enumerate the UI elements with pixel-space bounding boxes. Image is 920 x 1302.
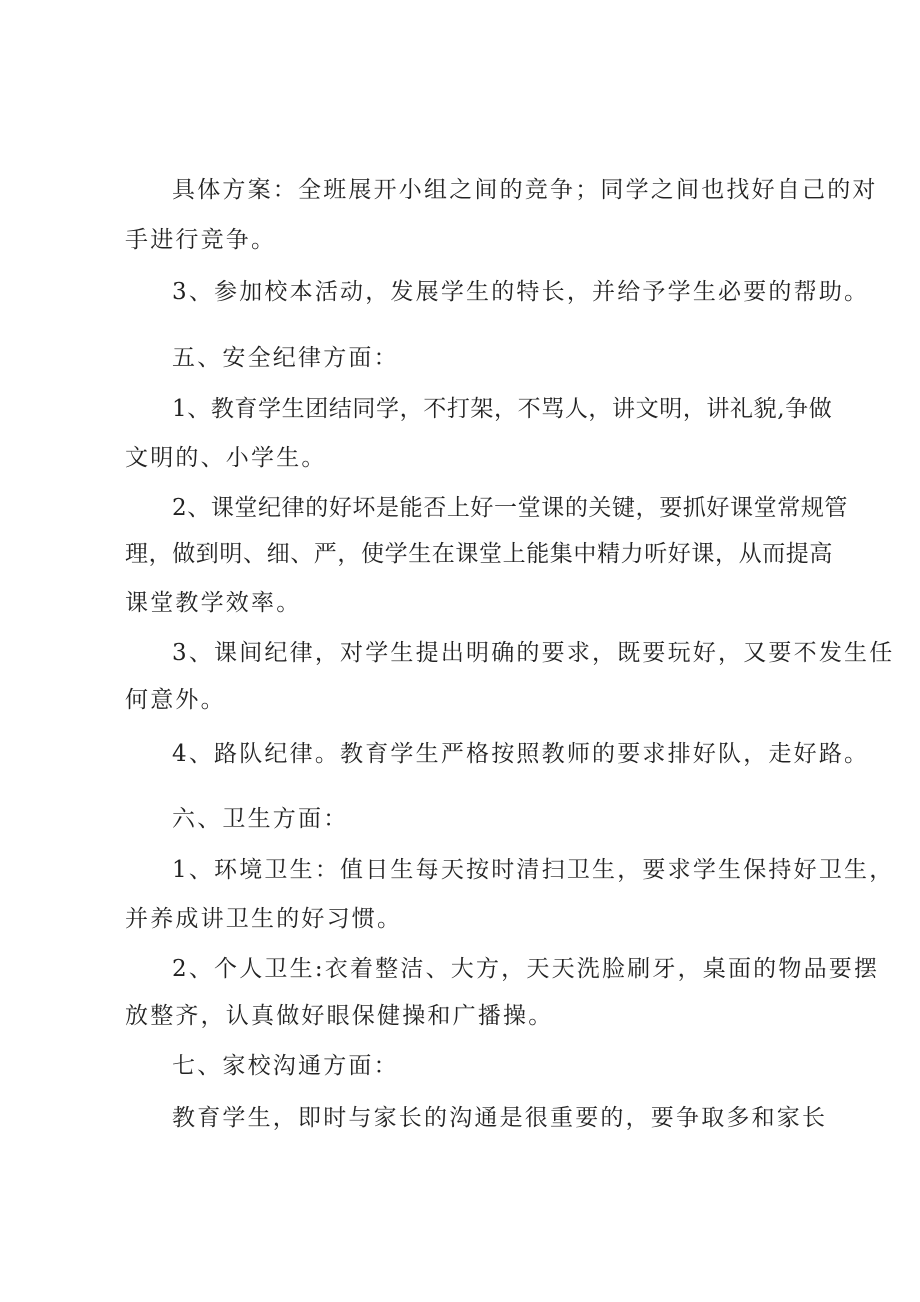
paragraph-line: 放整齐，认真做好眼保健操和广播操。 — [125, 1003, 554, 1029]
list-item-line: 3、课间纪律，对学生提出明确的要求，既要玩好，又要不发生任 — [172, 640, 895, 666]
paragraph-line: 并养成讲卫生的好习惯。 — [125, 906, 403, 932]
section-heading: 六、卫生方面： — [172, 806, 349, 832]
paragraph-line: 课堂教学效率。 — [125, 590, 302, 616]
paragraph-line: 手进行竞争。 — [125, 227, 277, 253]
paragraph-line: 文明的、小学生。 — [125, 445, 327, 471]
section-heading: 五、安全纪律方面： — [172, 345, 399, 371]
list-item-line: 2、个人卫生:衣着整洁、大方，天天洗脸刷牙，桌面的物品要摆 — [172, 956, 880, 982]
section-heading: 七、家校沟通方面： — [172, 1053, 399, 1079]
list-item-line: 1、环境卫生：值日生每天按时清扫卫生，要求学生保持好卫生， — [172, 857, 895, 883]
paragraph-line: 理，做到明、细、严，使学生在课堂上能集中精力听好课，从而提高 — [125, 541, 833, 567]
list-item-line: 3、参加校本活动，发展学生的特长，并给予学生必要的帮助。 — [172, 279, 870, 305]
paragraph-line: 何意外。 — [125, 687, 226, 713]
paragraph-line: 具体方案：全班展开小组之间的竞争；同学之间也找好自己的对 — [172, 177, 878, 203]
list-item-line: 4、路队纪律。教育学生严格按照教师的要求排好队，走好路。 — [172, 741, 870, 767]
paragraph-line: 教育学生，即时与家长的沟通是很重要的，要争取多和家长 — [172, 1105, 828, 1131]
list-item-line: 1、教育学生团结同学，不打架，不骂人，讲文明，讲礼貌,争做 — [172, 396, 833, 422]
list-item-line: 2、课堂纪律的好坏是能否上好一堂课的关键，要抓好课堂常规管 — [172, 495, 849, 521]
